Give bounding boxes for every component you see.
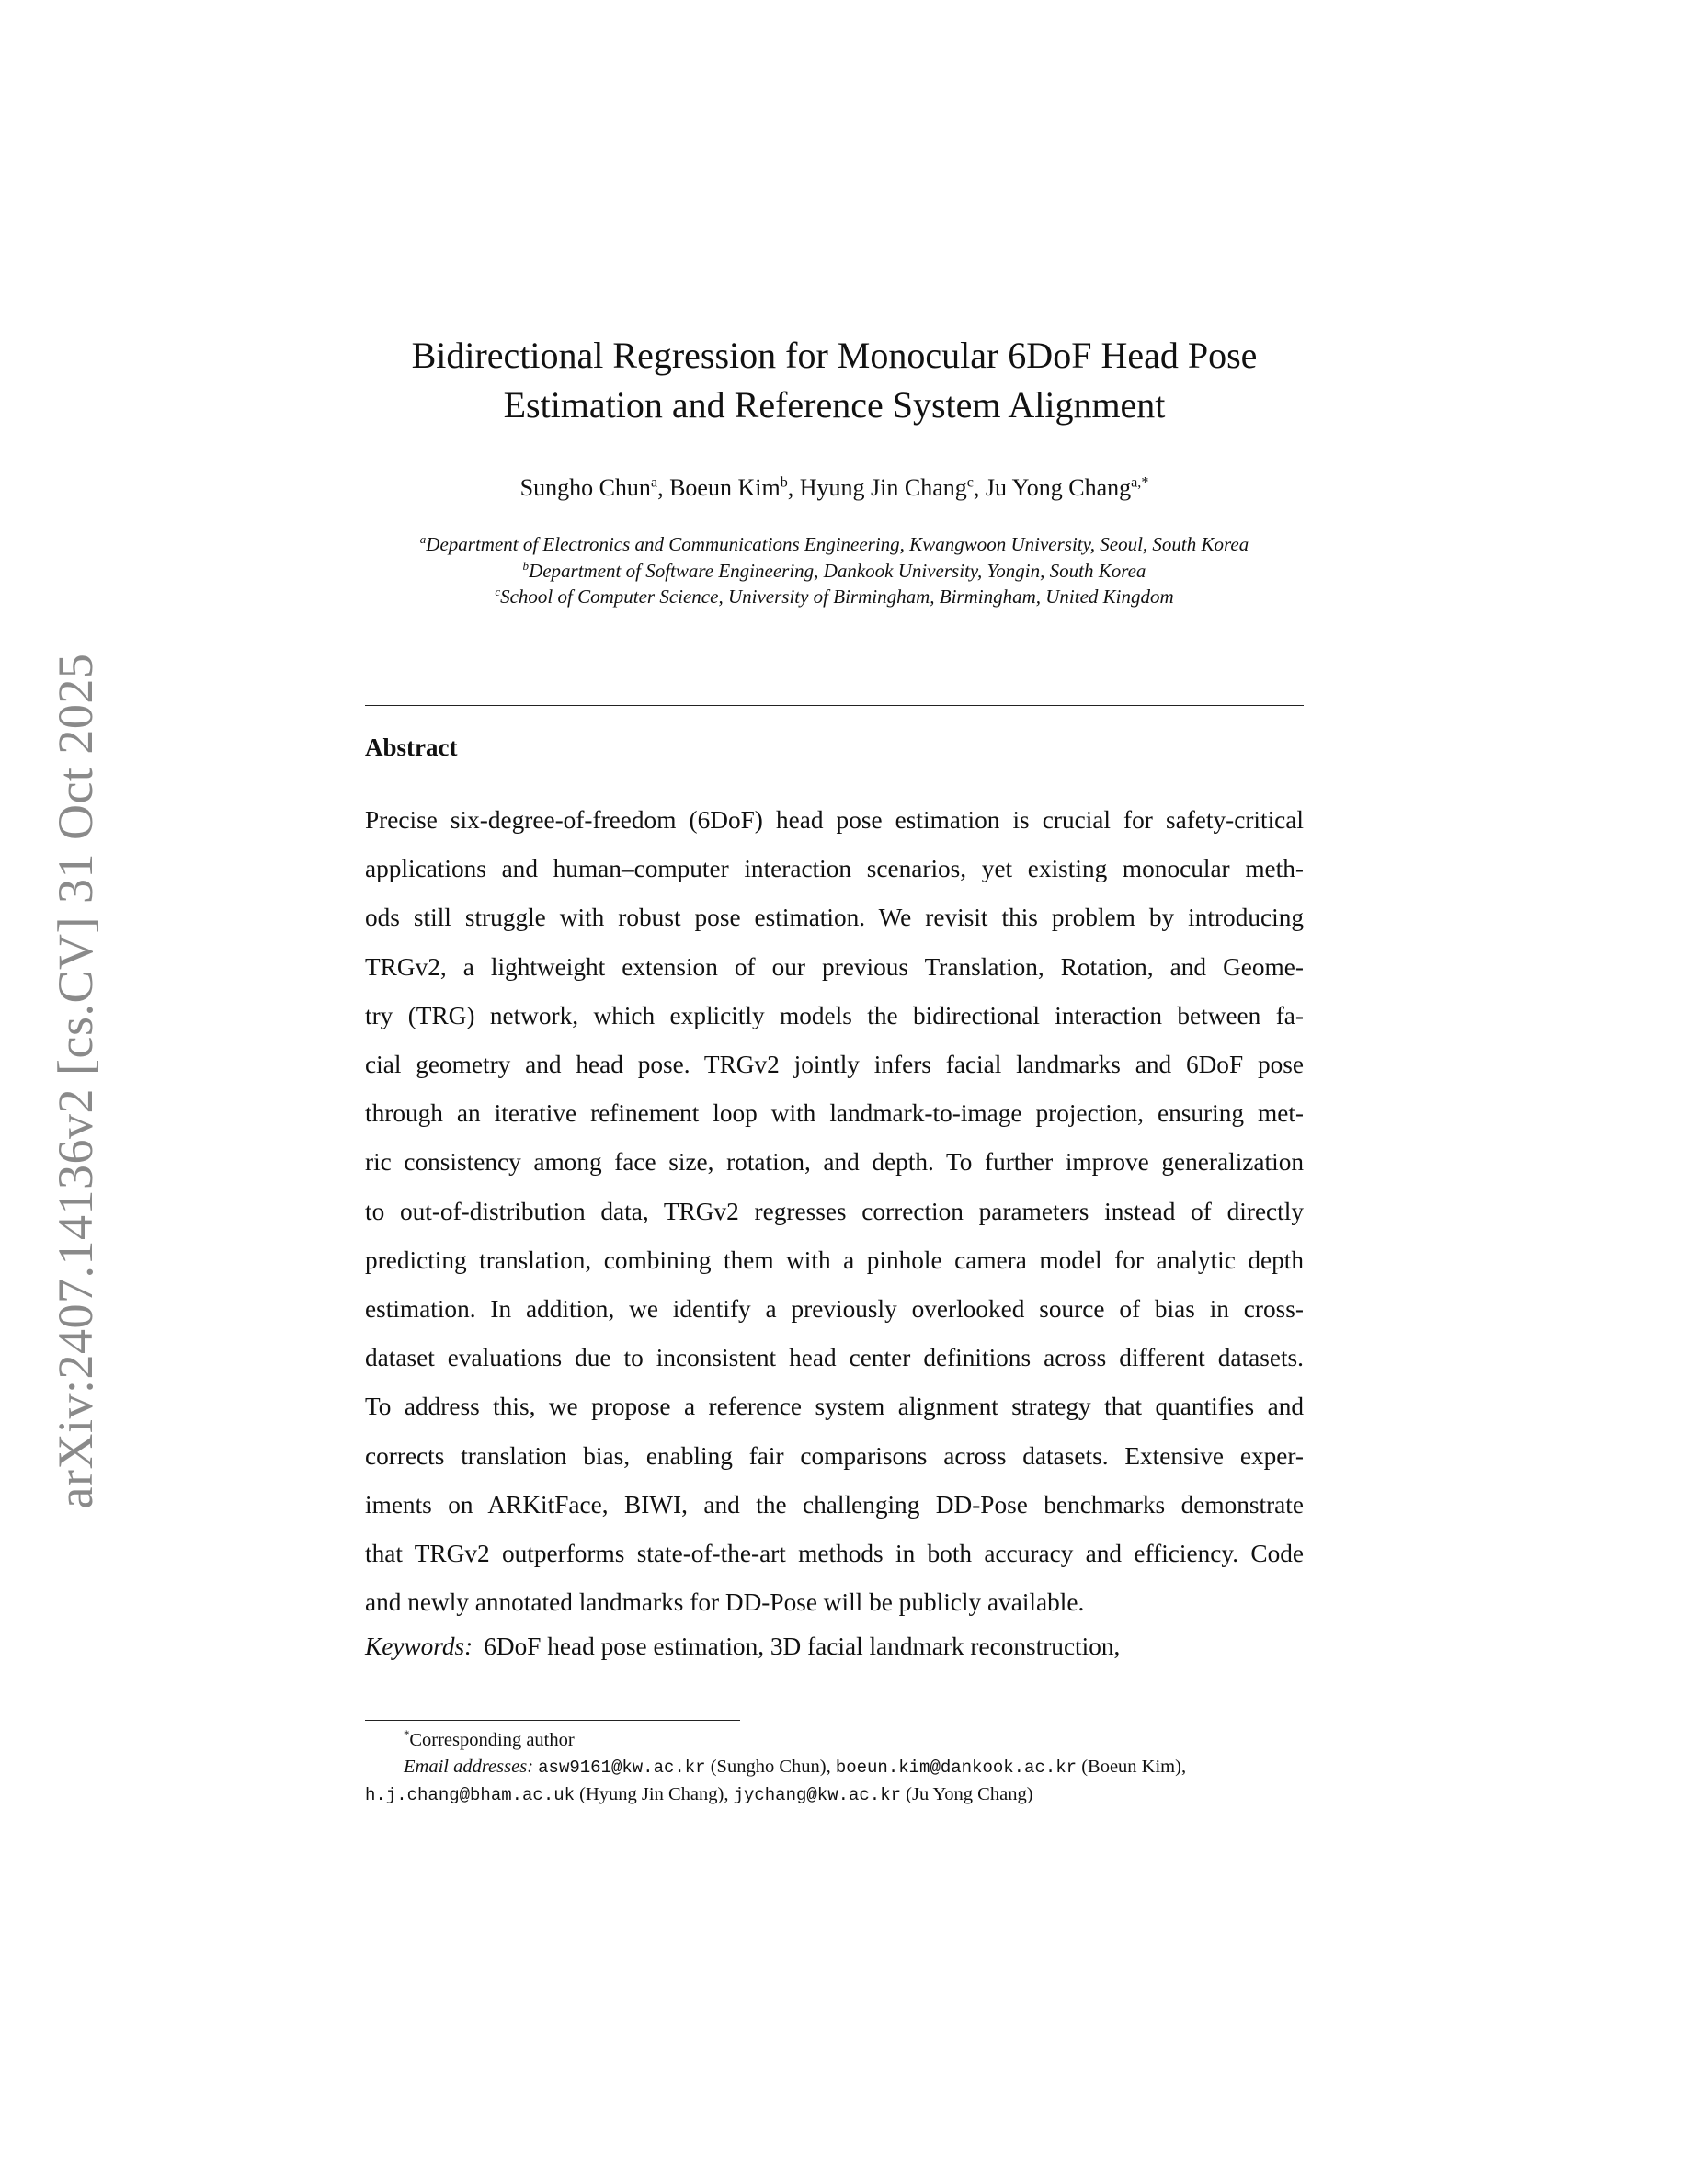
affiliation-text: School of Computer Science, University of Birmingham, Birmingham, United Kingdom — [500, 586, 1174, 608]
separator: , — [973, 474, 986, 501]
email-owner: (Boeun Kim), — [1077, 1757, 1187, 1777]
author: Sungho Chun — [519, 474, 651, 501]
footnote-mark: * — [404, 1728, 410, 1742]
affiliation — [349, 558, 1319, 585]
abstract-line: predicting translation, combining them with a pinhole camera model for analytic depth — [365, 1246, 1304, 1274]
email-link[interactable]: asw9161@kw.ac.kr — [538, 1757, 706, 1778]
separator: , — [657, 474, 670, 501]
keywords-label: Keywords: — [365, 1632, 473, 1660]
author: Hyung Jin Chang — [799, 474, 967, 501]
corresponding-text: Corresponding author — [409, 1730, 575, 1750]
abstract-heading: Abstract — [365, 734, 458, 761]
email-link[interactable]: boeun.kim@dankook.ac.kr — [835, 1757, 1078, 1778]
corresponding-footnote — [365, 1727, 1304, 1754]
footnotes — [365, 1727, 1304, 1809]
keywords-text: 6DoF head pose estimation, 3D facial landmark reconstruction, — [484, 1632, 1121, 1660]
title-line-1: Bidirectional Regression for Monocular 6DoF Head Pose — [411, 335, 1258, 376]
affiliation — [349, 531, 1319, 558]
abstract-line: estimation. In addition, we identify a previously overlooked source of bias in cross- — [365, 1295, 1304, 1324]
abstract-line: and newly annotated landmarks for DD-Pose will be publicly available. — [365, 1588, 1085, 1617]
abstract-line: that TRGv2 outperforms state-of-the-art methods in both accuracy and efficiency. Code — [365, 1540, 1304, 1568]
author-affil-mark: a,* — [1131, 474, 1149, 491]
title-line-2: Estimation and Reference System Alignment — [503, 384, 1166, 426]
abstract-line: try (TRG) network, which explicitly models the bidirectional interaction between fa- — [365, 1001, 1304, 1029]
abstract-body — [365, 796, 1304, 1627]
author-list — [365, 474, 1304, 502]
author-affil-mark: c — [966, 474, 974, 491]
abstract-top-rule — [365, 705, 1304, 706]
abstract-line: dataset evaluations due to inconsistent head center definitions across different datasets. — [365, 1344, 1304, 1372]
abstract-line: iments on ARKitFace, BIWI, and the challenging DD-Pose benchmarks demonstrate — [365, 1490, 1304, 1519]
email-link[interactable]: jychang@kw.ac.kr — [733, 1785, 902, 1805]
separator: , — [787, 474, 800, 501]
abstract-line: cial geometry and head pose. TRGv2 jointly infers facial landmarks and 6DoF pose — [365, 1051, 1304, 1079]
author-affil-mark: b — [780, 474, 788, 491]
email-owner: (Sungho Chun), — [705, 1757, 836, 1777]
abstract-line: ric consistency among face size, rotation, and depth. To further improve generalization — [365, 1148, 1304, 1177]
affiliation-text: Department of Electronics and Communications Engineering, Kwangwoon University, Seoul, South Korea — [426, 533, 1249, 555]
footnote-rule — [365, 1720, 740, 1721]
affiliation-text: Department of Software Engineering, Dankook University, Yongin, South Korea — [529, 559, 1146, 582]
abstract-line: applications and human–computer interaction scenarios, yet existing monocular meth- — [365, 855, 1304, 883]
abstract-line: ods still struggle with robust pose estimation. We revisit this problem by introducing — [365, 904, 1304, 932]
email-link[interactable]: h.j.chang@bham.ac.uk — [365, 1785, 576, 1805]
abstract-line: through an iterative refinement loop with landmark-to-image projection, ensuring met- — [365, 1099, 1304, 1128]
abstract-line: to out-of-distribution data, TRGv2 regresses correction parameters instead of directly — [365, 1197, 1304, 1225]
affiliations — [349, 531, 1319, 610]
email-footnote-cont — [365, 1781, 1304, 1809]
affil-mark: c — [495, 585, 501, 598]
abstract-line: corrects translation bias, enabling fair comparisons across datasets. Extensive exper- — [365, 1441, 1304, 1470]
author: Boeun Kim — [669, 474, 781, 501]
abstract-line: TRGv2, a lightweight extension of our previous Translation, Rotation, and Geome- — [365, 952, 1304, 981]
affiliation — [349, 584, 1319, 610]
email-label: Email addresses: — [404, 1757, 534, 1777]
author-affil-mark: a — [650, 474, 658, 491]
paper-title — [365, 331, 1304, 430]
email-owner: (Hyung Jin Chang), — [575, 1784, 734, 1804]
keywords — [365, 1632, 1120, 1661]
affil-mark: a — [419, 532, 427, 546]
author: Ju Yong Chang — [985, 474, 1132, 501]
arxiv-identifier: arXiv:2407.14136v2 [cs.CV] 31 Oct 2025 — [48, 653, 103, 1509]
abstract-line: To address this, we propose a reference system alignment strategy that quantifies and — [365, 1393, 1304, 1421]
email-footnote — [365, 1754, 1304, 1781]
abstract-line: Precise six-degree-of-freedom (6DoF) head pose estimation is crucial for safety-critical — [365, 806, 1304, 834]
affil-mark: b — [522, 558, 530, 573]
email-owner: (Ju Yong Chang) — [901, 1784, 1033, 1804]
